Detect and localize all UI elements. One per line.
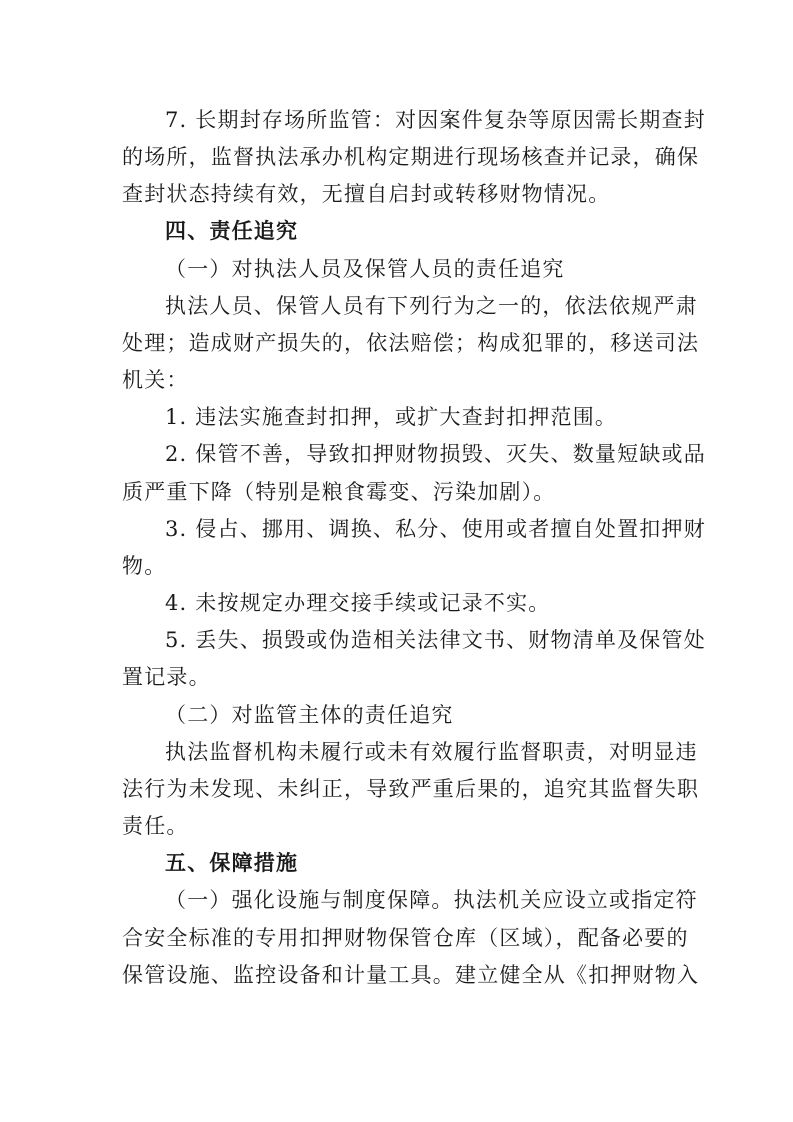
subsection-heading: （一）对执法人员及保管人员的责任追究 — [165, 257, 565, 281]
paragraph-line: 置记录。 — [122, 665, 211, 689]
paragraph-line: 物。 — [122, 554, 167, 578]
paragraph-line: 机关： — [122, 368, 189, 392]
paragraph-line: 执法监督机构未履行或未有效履行监督职责，对明显违 — [165, 740, 698, 764]
paragraph-line: 保管设施、监控设备和计量工具。建立健全从《扣押财物入 — [122, 963, 700, 987]
paragraph-line: 处理；造成财产损失的，依法赔偿；构成犯罪的，移送司法 — [122, 331, 700, 355]
paragraph-line: 的场所，监督执法承办机构定期进行现场核查并记录，确保 — [122, 145, 700, 169]
list-item: 5. 丢失、损毁或伪造相关法律文书、财物清单及保管处 — [165, 628, 706, 652]
list-item: 4. 未按规定办理交接手续或记录不实。 — [165, 591, 551, 615]
paragraph-line: 责任。 — [122, 814, 189, 838]
paragraph-line: 查封状态持续有效，无擅自启封或转移财物情况。 — [122, 182, 611, 206]
paragraph-line: 合安全标准的专用扣押财物保管仓库（区域），配备必要的 — [122, 926, 689, 950]
section-heading: 五、保障措施 — [165, 851, 299, 875]
list-item: 3. 侵占、挪用、调换、私分、使用或者擅自处置扣押财 — [165, 517, 706, 541]
paragraph-line: 执法人员、保管人员有下列行为之一的，依法依规严肃 — [165, 294, 698, 318]
paragraph-line: 质严重下降（特别是粮食霉变、污染加剧）。 — [122, 480, 556, 504]
list-item: 1. 违法实施查封扣押，或扩大查封扣押范围。 — [165, 405, 618, 429]
subsection-heading: （二）对监管主体的责任追究 — [165, 703, 454, 727]
paragraph-line: （一）强化设施与制度保障。执法机关应设立或指定符 — [165, 888, 698, 912]
paragraph-line: 法行为未发现、未纠正，导致严重后果的，追究其监督失职 — [122, 777, 700, 801]
list-item: 2. 保管不善，导致扣押财物损毁、灭失、数量短缺或品 — [165, 442, 706, 466]
paragraph-line: 7. 长期封存场所监管：对因案件复杂等原因需长期查封 — [165, 108, 706, 132]
section-heading: 四、责任追究 — [165, 219, 299, 243]
